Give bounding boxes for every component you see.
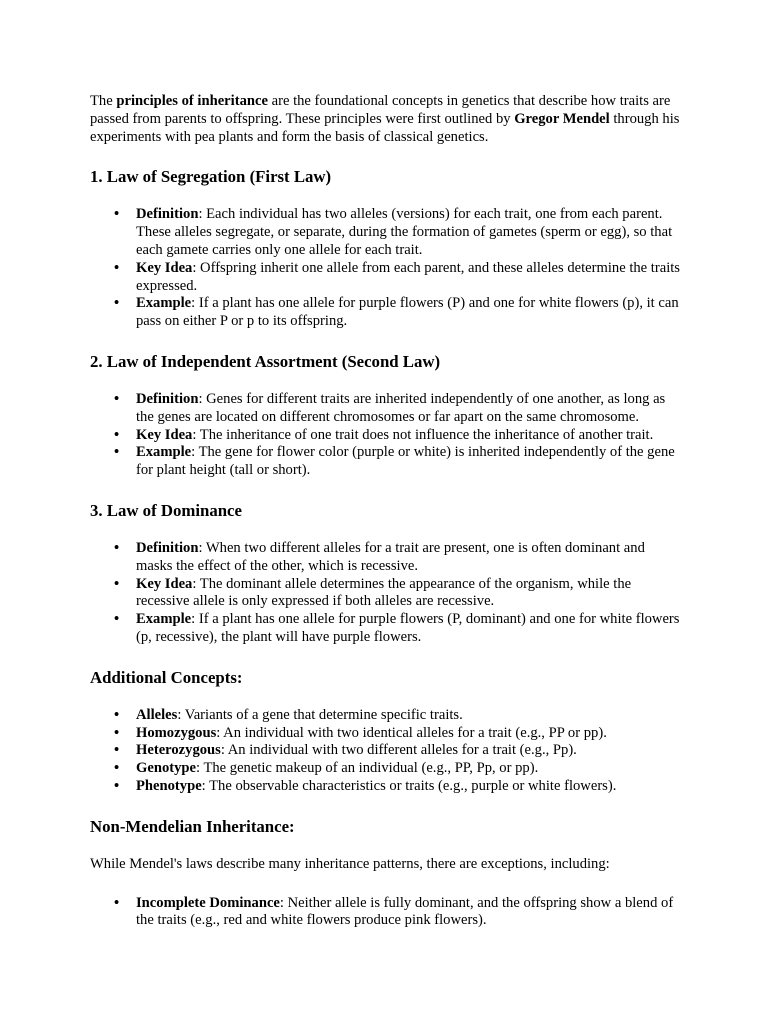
document-body [90,93,680,951]
list-item-term: Key Idea [136,575,193,592]
list-item [136,707,680,725]
section-list-segregation [90,206,680,331]
list-item [136,540,680,576]
list-item-term: Example [136,295,192,312]
list-item-text: : The inheritance of one trait does not influence the inheritance of another trait. [192,426,654,443]
list-item [136,427,680,445]
list-item-text: : Each individual has two alleles (versions) for each trait, one from each parent. These alleles segregate, or separate, during the formation of gametes (sperm or egg), so that each gamete carries only one allele for each trait. [136,206,673,258]
list-item [136,391,680,427]
list-item-text: : The gene for flower color (purple or white) is inherited independently of the gene for plant height (tall or short). [136,444,675,479]
section-heading-additional-concepts: Additional Concepts: [90,667,243,687]
list-item [136,444,680,480]
list-item-text: : The observable characteristics or traits (e.g., purple or white flowers). [201,777,617,794]
list-item [136,778,680,796]
intro-bold-term: principles of inheritance [116,93,268,109]
section-list-non-mendelian [90,895,680,931]
list-item-term: Example [136,444,192,461]
list-item-text: : If a plant has one allele for purple flowers (P) and one for white flowers (p), it can pass on either P or p to its offspring. [136,295,679,330]
list-item-text: : An individual with two identical alleles for a trait (e.g., PP or pp). [216,724,607,741]
list-item-term: Incomplete Dominance [136,894,280,911]
section-heading-dominance: 3. Law of Dominance [90,500,242,520]
list-item-text: : The genetic makeup of an individual (e.g., PP, Pp, or pp). [196,760,539,777]
intro-text: through his experiments with pea plants and form the basis of classical genetics. [90,110,680,145]
list-item [136,576,680,612]
list-item-term: Definition [136,390,199,407]
list-item-term: Phenotype [136,777,202,794]
list-item-term: Genotype [136,760,196,777]
non-mendelian-paragraph: While Mendel's laws describe many inheritance patterns, there are exceptions, including: [90,855,610,872]
list-item-term: Definition [136,539,199,556]
list-item [136,206,680,259]
intro-bold-name: Gregor Mendel [514,110,610,127]
list-item-text: : Neither allele is fully dominant, and the offspring show a blend of the traits (e.g., red and white flowers produce pink flowers). [136,894,674,929]
section-heading-segregation: 1. Law of Segregation (First Law) [90,167,332,187]
section-heading-independent-assortment: 2. Law of Independent Assortment (Second Law) [90,351,441,371]
list-item-term: Homozygous [136,724,217,741]
list-item-text: : Variants of a gene that determine specific traits. [177,706,463,723]
list-item-text: : Genes for different traits are inherited independently of one another, as long as the genes are located on different chromosomes or far apart on the same chromosome. [136,390,666,425]
list-item-term: Key Idea [136,426,193,443]
list-item [136,760,680,778]
section-list-dominance [90,540,680,647]
list-item [136,611,680,647]
list-item-text: : When two different alleles for a trait are present, one is often dominant and masks the effect of the other, which is recessive. [136,539,645,574]
list-item [136,260,680,296]
section-list-independent-assortment [90,391,680,480]
list-item-term: Example [136,611,192,628]
intro-paragraph [90,93,680,146]
list-item-text: : Offspring inherit one allele from each parent, and these alleles determine the traits expressed. [136,259,680,294]
list-item-text: : If a plant has one allele for purple flowers (P, dominant) and one for white flowers (p, recessive), the plant will have purple flowers. [136,611,680,645]
list-item [136,295,680,331]
intro-text: are the foundational concepts in genetics that describe how traits are passed from parents to offspring. These principles were first outlined by [90,93,671,127]
section-list-additional-concepts [90,707,680,796]
list-item [136,742,680,760]
intro-text: The [90,93,117,109]
list-item-term: Key Idea [136,259,193,276]
list-item-term: Heterozygous [136,742,221,759]
list-item [136,725,680,743]
section-heading-non-mendelian: Non-Mendelian Inheritance: [90,816,295,836]
list-item-term: Definition [136,206,199,223]
list-item-text: : An individual with two different alleles for a trait (e.g., Pp). [220,742,577,759]
list-item-term: Alleles [136,706,178,723]
list-item [136,895,680,931]
list-item-text: : The dominant allele determines the appearance of the organism, while the recessive allele is only expressed if both alleles are recessive. [136,575,632,610]
